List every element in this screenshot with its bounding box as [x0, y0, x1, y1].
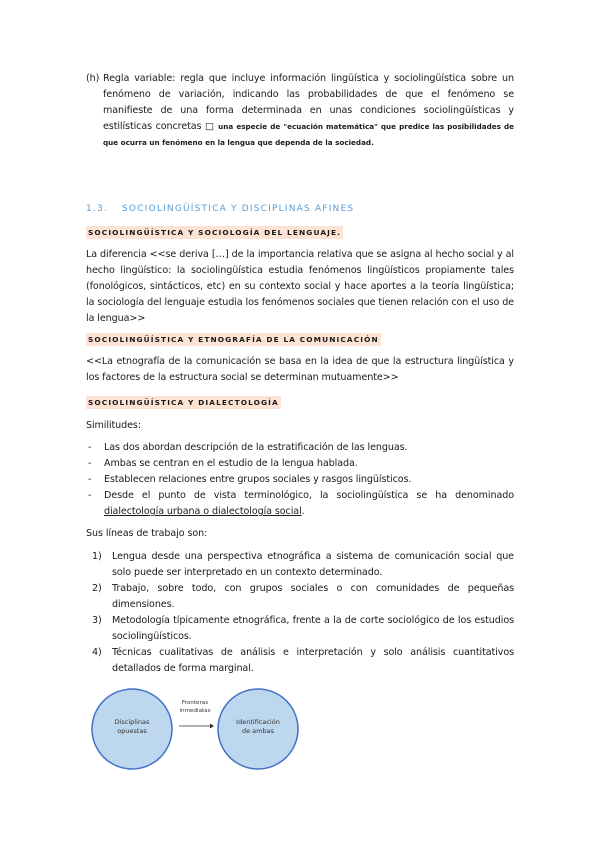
item-number: 1) — [92, 551, 102, 562]
right-circle-label-2: de ambas — [241, 727, 275, 735]
bullet-end: . — [301, 506, 305, 517]
item-text: Técnicas cualitativas de análisis e interpretación y solo análisis cuantitativos detallados de forma marginal. — [112, 647, 514, 674]
item-text: Trabajo, sobre todo, con grupos sociales o con comunidades de pequeñas dimensiones. — [112, 583, 514, 610]
item-text: Metodología típicamente etnográfica, frente a la de corte sociológico de los estudios sociolingüísticos. — [112, 615, 514, 642]
right-circle-label-1: Identificación — [236, 718, 280, 726]
arrow-label-2: inmediatas — [179, 708, 211, 714]
left-circle-label-2: opuestas — [117, 727, 147, 735]
bullet-mark: - — [88, 458, 92, 469]
subheading-etnografia: SOCIOLINGÜÍSTICA Y ETNOGRAFÍA DE LA COMUNICACIÓN — [88, 335, 379, 344]
paragraph-text: <<La etnografía de la comunicación se basa en la idea de que la estructura lingüística y los factores de la estructura social se determinan mutuamente>> — [86, 356, 514, 383]
bullet-mark: - — [88, 490, 92, 501]
bullet-text: Las dos abordan descripción de la estratificación de las lenguas. — [104, 442, 408, 453]
item-label: (h) — [86, 73, 100, 84]
arrow-label-1: Fronteras — [181, 700, 209, 706]
item-number: 2) — [92, 583, 102, 594]
left-circle-label-1: Disciplinas — [114, 718, 150, 726]
similitudes-text: Similitudes: — [86, 420, 141, 431]
bullet-mark: - — [88, 442, 92, 453]
square-glyph-icon: □ — [205, 121, 215, 132]
paragraph-text: La diferencia <<se deriva […] de la importancia relativa que se asigna al hecho social y al hecho lingüístico: la sociolingüística estudia fenómenos lingüísticos propiamente tales (fonológicos, sintácticos, etc) en su contexto social y hace aportes a la teoría lingüística; la sociología del lenguaje estudia los fenómenos sociales que tienen relación con el uso de la lengua>> — [86, 249, 514, 324]
bullet-text: Desde el punto de vista terminológico, la sociolingüística se ha denominado — [104, 490, 514, 501]
item-text: Regla variable: regla que incluye información lingüística y sociolingüística sobre un fenómeno de variación, indicando las probabilidades de que el fenómeno se manifieste de una forma determinada en unas condiciones sociolingüísticas y estilísticas concretas — [103, 73, 514, 132]
item-number: 4) — [92, 647, 102, 658]
item-note: una especie de "ecuación matemática" que predice las posibilidades de que ocurra un fenómeno en la lengua que dependa de la sociedad. — [103, 122, 515, 147]
item-number: 3) — [92, 615, 102, 626]
bullet-text: Establecen relaciones entre grupos sociales y rasgos lingüísticos. — [104, 474, 412, 485]
item-text: Lengua desde una perspectiva etnográfica a sistema de comunicación social que solo puede ser interpretado en un contexto determinado. — [112, 551, 514, 578]
bullet-mark: - — [88, 474, 92, 485]
section-number: 1.3. — [86, 204, 108, 214]
underlined-term: dialectología urbana o dialectología social — [104, 506, 302, 517]
section-title: SOCIOLINGÜÍSTICA Y DISCIPLINAS AFINES — [122, 204, 355, 214]
subheading-sociologia: SOCIOLINGÜÍSTICA Y SOCIOLOGÍA DEL LENGUAJE. — [88, 228, 342, 237]
lines-intro-text: Sus líneas de trabajo son: — [86, 528, 208, 539]
subheading-dialectologia: SOCIOLINGÜÍSTICA Y DIALECTOLOGÍA — [88, 398, 279, 407]
bullet-text: Ambas se centran en el estudio de la lengua hablada. — [104, 458, 358, 469]
arrow-head-icon — [210, 724, 214, 729]
